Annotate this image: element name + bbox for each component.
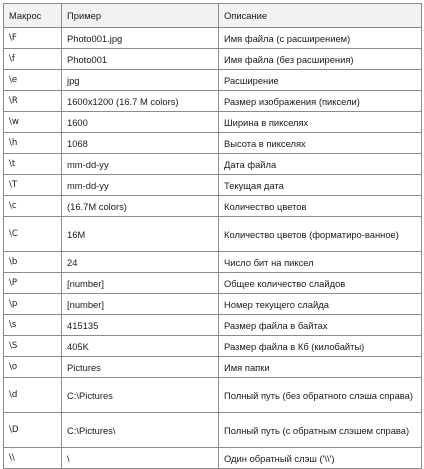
header-example: Пример <box>62 4 219 28</box>
description-cell: Полный путь (без обратного слэша справа) <box>219 378 422 413</box>
example-cell: Pictures <box>62 357 219 378</box>
table-row <box>4 315 422 336</box>
example-cell: C:\Pictures <box>62 378 219 413</box>
example-cell: Photo001 <box>62 49 219 70</box>
description-cell: Размер файла в байтах <box>219 315 422 336</box>
description-cell: Число бит на пиксел <box>219 252 422 273</box>
macro-cell: \e <box>4 70 62 91</box>
example-cell: 415135 <box>62 315 219 336</box>
macro-cell: \t <box>4 154 62 175</box>
description-cell: Размер изображения (пиксели) <box>219 91 422 112</box>
example-cell: \ <box>62 448 219 469</box>
description-cell: Общее количество слайдов <box>219 273 422 294</box>
macro-cell: \s <box>4 315 62 336</box>
macro-cell: \T <box>4 175 62 196</box>
example-cell: [number] <box>62 273 219 294</box>
header-macro: Макрос <box>4 4 62 28</box>
example-cell: [number] <box>62 294 219 315</box>
macro-cell: \P <box>4 273 62 294</box>
table-row <box>4 294 422 315</box>
table-row <box>4 154 422 175</box>
description-cell: Ширина в пикселях <box>219 112 422 133</box>
table-row <box>4 273 422 294</box>
macro-cell: \b <box>4 252 62 273</box>
macro-cell: \C <box>4 217 62 252</box>
example-cell: Photo001.jpg <box>62 28 219 49</box>
table-row <box>4 336 422 357</box>
description-cell: Количество цветов (форматиро-ванное) <box>219 217 422 252</box>
example-cell: 405K <box>62 336 219 357</box>
table-row <box>4 28 422 49</box>
macro-cell: \\ <box>4 448 62 469</box>
description-cell: Номер текущего слайда <box>219 294 422 315</box>
example-cell: mm-dd-yy <box>62 175 219 196</box>
macro-cell: \D <box>4 413 62 448</box>
description-cell: Дата файла <box>219 154 422 175</box>
description-cell: Имя папки <box>219 357 422 378</box>
table-row <box>4 70 422 91</box>
example-cell: 1068 <box>62 133 219 154</box>
table-row <box>4 378 422 413</box>
table-row <box>4 196 422 217</box>
description-cell: Полный путь (с обратным слэшем справа) <box>219 413 422 448</box>
macro-cell: \p <box>4 294 62 315</box>
table-header-row <box>4 4 422 28</box>
example-cell: jpg <box>62 70 219 91</box>
macro-cell: \d <box>4 378 62 413</box>
description-cell: Размер файла в Кб (килобайты) <box>219 336 422 357</box>
example-cell: C:\Pictures\ <box>62 413 219 448</box>
table-row <box>4 413 422 448</box>
description-cell: Текущая дата <box>219 175 422 196</box>
table-row <box>4 217 422 252</box>
example-cell: mm-dd-yy <box>62 154 219 175</box>
table-row <box>4 112 422 133</box>
macro-cell: \f <box>4 49 62 70</box>
example-cell: 1600x1200 (16.7 M colors) <box>62 91 219 112</box>
description-cell: Имя файла (с расширением) <box>219 28 422 49</box>
macro-cell: \h <box>4 133 62 154</box>
macro-cell: \R <box>4 91 62 112</box>
header-description: Описание <box>219 4 422 28</box>
macro-cell: \F <box>4 28 62 49</box>
description-cell: Один обратный слэш ('\\') <box>219 448 422 469</box>
description-cell: Имя файла (без расширения) <box>219 49 422 70</box>
table-row <box>4 49 422 70</box>
table-row <box>4 357 422 378</box>
example-cell: 24 <box>62 252 219 273</box>
table-row <box>4 133 422 154</box>
table-row <box>4 252 422 273</box>
description-cell: Высота в пикселях <box>219 133 422 154</box>
table-row <box>4 175 422 196</box>
description-cell: Количество цветов <box>219 196 422 217</box>
macro-cell: \S <box>4 336 62 357</box>
example-cell: 1600 <box>62 112 219 133</box>
table-row <box>4 448 422 469</box>
example-cell: 16M <box>62 217 219 252</box>
table-row <box>4 91 422 112</box>
description-cell: Расширение <box>219 70 422 91</box>
macro-cell: \c <box>4 196 62 217</box>
macro-cell: \w <box>4 112 62 133</box>
example-cell: (16.7M colors) <box>62 196 219 217</box>
macro-cell: \o <box>4 357 62 378</box>
macro-table <box>3 3 422 469</box>
